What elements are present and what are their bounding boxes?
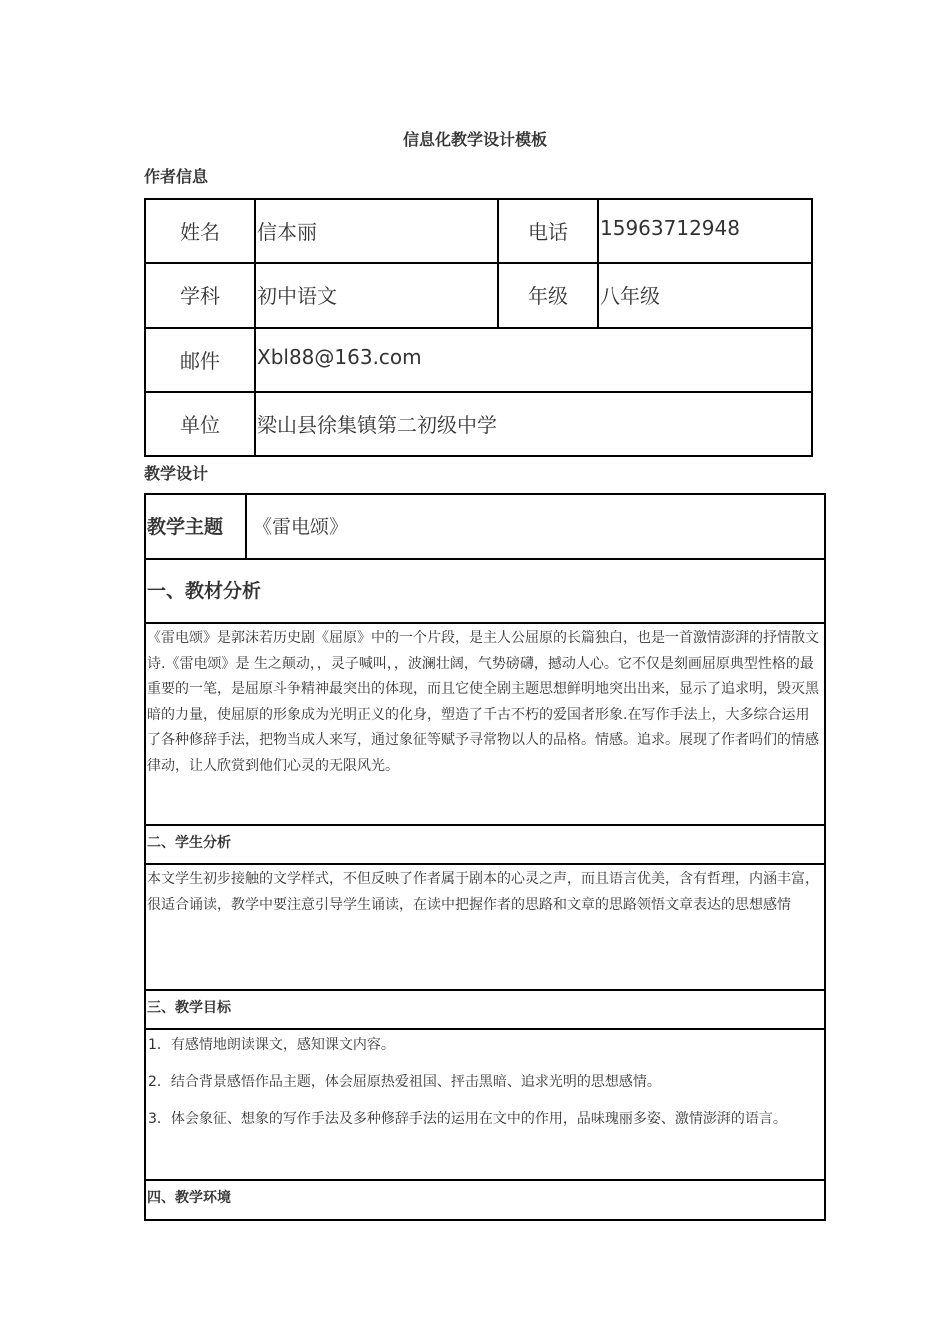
grade-label: 年级 bbox=[498, 263, 598, 327]
goals-heading-row bbox=[145, 990, 825, 1029]
goal-item: 1．有感情地朗读课文，感知课文内容。 bbox=[148, 1037, 395, 1053]
email-label: 邮件 bbox=[145, 328, 255, 392]
students-text-row bbox=[145, 864, 825, 990]
document-title: 信息化教学设计模板 bbox=[402, 130, 547, 149]
design-heading: 教学设计 bbox=[144, 464, 209, 483]
topic-label: 教学主题 bbox=[145, 494, 246, 559]
teaching-environment-heading: 四、教学环境 bbox=[145, 1180, 825, 1220]
author-row-subject bbox=[145, 263, 812, 327]
material-analysis-heading: 一、教材分析 bbox=[145, 559, 825, 623]
student-analysis-heading: 二、学生分析 bbox=[145, 825, 825, 864]
unit-label: 单位 bbox=[145, 392, 255, 456]
phone-label: 电话 bbox=[498, 199, 598, 263]
topic-row bbox=[145, 494, 825, 559]
goals-list-row bbox=[145, 1029, 825, 1180]
goal-item: 2．结合背景感悟作品主题，体会屈原热爱祖国、抨击黑暗、追求光明的思想感情。 bbox=[148, 1074, 661, 1090]
author-row-name bbox=[145, 199, 812, 263]
subject-label: 学科 bbox=[145, 263, 255, 327]
author-row-email bbox=[145, 328, 812, 392]
material-text-row bbox=[145, 623, 825, 825]
teaching-goals-heading: 三、教学目标 bbox=[145, 990, 825, 1029]
name-label: 姓名 bbox=[145, 199, 255, 263]
material-analysis-text: 《雷电颂》是郭沫若历史剧《屈原》中的一个片段，是主人公屈原的长篇独白，也是一首激情澎湃的抒情散文诗.《雷电颂》是 生之颠动，，灵子喊叫，，波澜壮阔，气势磅礴，撼动人心。它不仅是刻画屈原典型性格的最重要的一笔，是屈原斗争精神最突出的体现，而且它使全剧主题思想鲜明地突出出来，显示了追求明，毁灭黑暗的力量，使屈原的形象成为光明正义的化身，塑造了千古不朽的爱国者形象.在写作手法上，大多综合运用了各种修辞手法，把物当成人来写，通过象征等赋予寻常物以人的品格。情感。追求。展现了作者吗们的情感律动，让人欣赏到他们心灵的无限风光。 bbox=[145, 623, 825, 825]
email-value: Xbl88@163.com bbox=[255, 328, 812, 392]
author-row-unit bbox=[145, 392, 812, 456]
environment-heading-row bbox=[145, 1180, 825, 1220]
topic-value: 《雷电颂》 bbox=[246, 494, 825, 559]
student-analysis-text: 本文学生初步接触的文学样式，不但反映了作者属于剧本的心灵之声，而且语言优美，含有哲理，内涵丰富，很适合诵读，教学中要注意引导学生诵读，在读中把握作者的思路和文章的思路领悟文章表达的思想感情 bbox=[145, 864, 825, 990]
author-info-heading: 作者信息 bbox=[144, 167, 209, 186]
subject-value: 初中语文 bbox=[255, 263, 498, 327]
author-info-table bbox=[144, 198, 813, 457]
unit-value: 梁山县徐集镇第二初级中学 bbox=[255, 392, 812, 456]
name-value: 信本丽 bbox=[255, 199, 498, 263]
teaching-goals-list bbox=[145, 1029, 825, 1180]
grade-value: 八年级 bbox=[598, 263, 812, 327]
phone-value: 15963712948 bbox=[598, 199, 812, 263]
design-table bbox=[144, 493, 826, 1221]
goal-item: 3．体会象征、想象的写作手法及多种修辞手法的运用在文中的作用，品味瑰丽多姿、激情澎湃的语言。 bbox=[148, 1111, 787, 1127]
students-heading-row bbox=[145, 825, 825, 864]
material-heading-row bbox=[145, 559, 825, 623]
